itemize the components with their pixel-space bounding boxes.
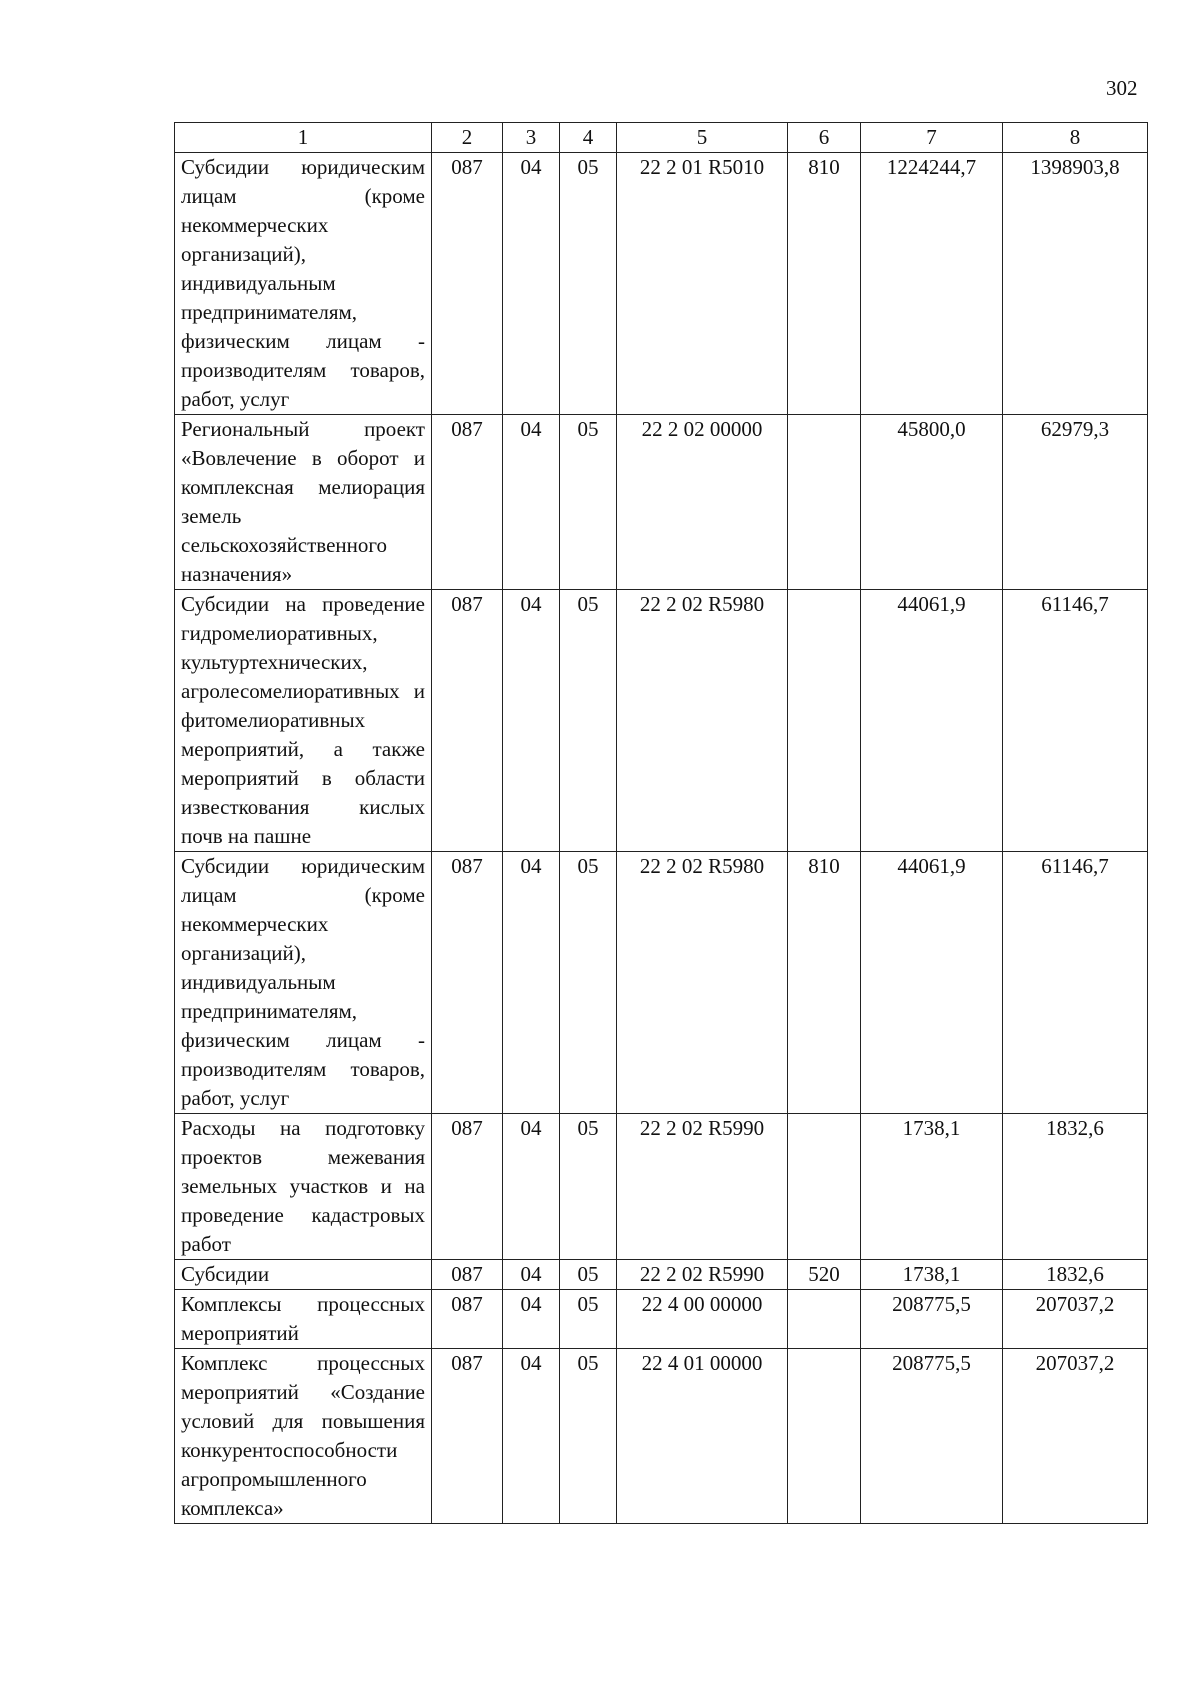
row-rz: 04 [503,590,560,852]
row-sum-1: 1738,1 [861,1114,1003,1260]
row-sum-2: 61146,7 [1003,590,1148,852]
row-grbs: 087 [432,590,503,852]
budget-table [174,122,1148,1524]
row-sum-1: 44061,9 [861,852,1003,1114]
row-sum-2: 207037,2 [1003,1290,1148,1349]
row-sum-1: 1738,1 [861,1260,1003,1290]
row-pr: 05 [560,415,617,590]
row-vr: 520 [788,1260,861,1290]
row-vr [788,1290,861,1349]
table-row [175,1260,1148,1290]
row-name: Субсидии юридическим лицам (кроме некоммерческих организаций), индивидуальным предпринимателям, физическим лицам - производителям товаров, работ, услуг [175,153,432,415]
row-pr: 05 [560,153,617,415]
row-sum-1: 44061,9 [861,590,1003,852]
row-rz: 04 [503,1114,560,1260]
row-sum-2: 62979,3 [1003,415,1148,590]
row-vr [788,590,861,852]
table-row [175,852,1148,1114]
row-csr: 22 2 02 00000 [617,415,788,590]
row-grbs: 087 [432,852,503,1114]
row-vr [788,1114,861,1260]
row-name: Субсидии на проведение гидромелиоративных, культуртехнических, агролесомелиоративных и фитомелиоративных мероприятий, а также мероприятий в области известкования кислых почв на пашне [175,590,432,852]
header-cell: 5 [617,123,788,153]
row-csr: 22 2 01 R5010 [617,153,788,415]
row-sum-2: 61146,7 [1003,852,1148,1114]
row-grbs: 087 [432,1290,503,1349]
row-sum-2: 1832,6 [1003,1260,1148,1290]
header-cell: 1 [175,123,432,153]
table-row [175,153,1148,415]
row-grbs: 087 [432,153,503,415]
row-vr: 810 [788,153,861,415]
row-csr: 22 2 02 R5990 [617,1114,788,1260]
row-pr: 05 [560,1260,617,1290]
table-row [175,1114,1148,1260]
row-csr: 22 4 00 00000 [617,1290,788,1349]
row-rz: 04 [503,415,560,590]
row-pr: 05 [560,852,617,1114]
row-csr: 22 2 02 R5980 [617,852,788,1114]
row-csr: 22 2 02 R5980 [617,590,788,852]
row-sum-1: 208775,5 [861,1349,1003,1524]
row-pr: 05 [560,1349,617,1524]
row-sum-2: 1832,6 [1003,1114,1148,1260]
row-vr [788,1349,861,1524]
row-grbs: 087 [432,415,503,590]
row-name: Региональный проект «Вовлечение в оборот и комплексная мелиорация земель сельскохозяйственного назначения» [175,415,432,590]
row-grbs: 087 [432,1349,503,1524]
row-rz: 04 [503,153,560,415]
row-vr: 810 [788,852,861,1114]
header-cell: 2 [432,123,503,153]
row-grbs: 087 [432,1260,503,1290]
row-name: Расходы на подготовку проектов межевания земельных участков и на проведение кадастровых работ [175,1114,432,1260]
header-cell: 7 [861,123,1003,153]
header-cell: 6 [788,123,861,153]
table-row [175,1290,1148,1349]
page-number: 302 [1106,76,1138,100]
row-rz: 04 [503,1349,560,1524]
table-row [175,1349,1148,1524]
row-csr: 22 2 02 R5990 [617,1260,788,1290]
row-name: Субсидии [175,1260,432,1290]
row-sum-1: 45800,0 [861,415,1003,590]
row-grbs: 087 [432,1114,503,1260]
row-pr: 05 [560,590,617,852]
header-row [175,123,1148,153]
row-vr [788,415,861,590]
row-name: Комплексы процессных мероприятий [175,1290,432,1349]
row-sum-2: 1398903,8 [1003,153,1148,415]
row-name: Комплекс процессных мероприятий «Создание условий для повышения конкурентоспособности агропромышленного комплекса» [175,1349,432,1524]
row-sum-2: 207037,2 [1003,1349,1148,1524]
row-pr: 05 [560,1114,617,1260]
row-pr: 05 [560,1290,617,1349]
table-row [175,590,1148,852]
header-cell: 8 [1003,123,1148,153]
row-sum-1: 1224244,7 [861,153,1003,415]
row-rz: 04 [503,1260,560,1290]
row-rz: 04 [503,852,560,1114]
row-name: Субсидии юридическим лицам (кроме некоммерческих организаций), индивидуальным предпринимателям, физическим лицам - производителям товаров, работ, услуг [175,852,432,1114]
row-rz: 04 [503,1290,560,1349]
header-cell: 3 [503,123,560,153]
row-sum-1: 208775,5 [861,1290,1003,1349]
header-cell: 4 [560,123,617,153]
row-csr: 22 4 01 00000 [617,1349,788,1524]
table-row [175,415,1148,590]
